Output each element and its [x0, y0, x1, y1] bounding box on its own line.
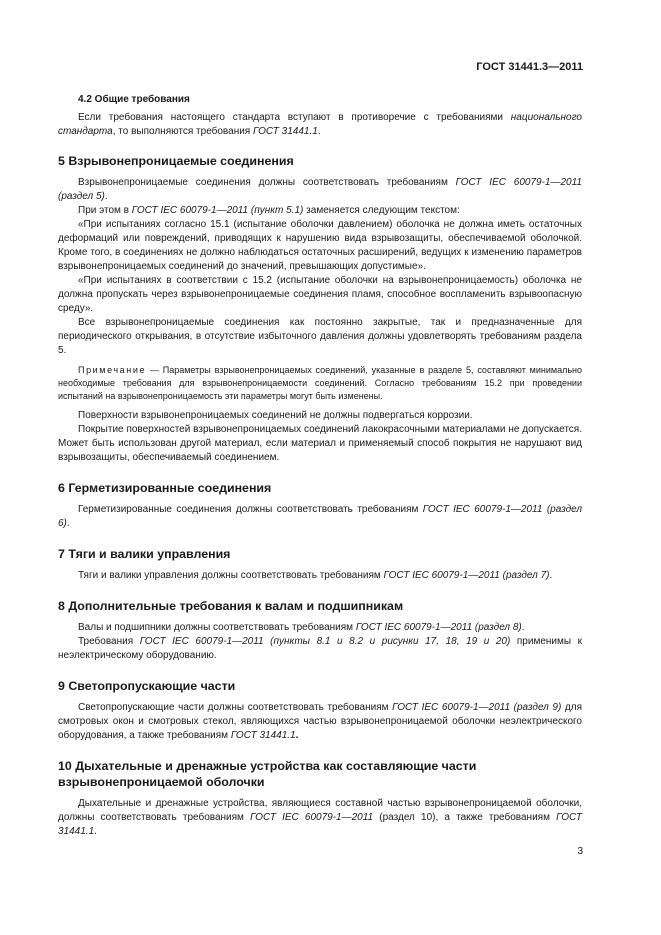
paragraph: Тяги и валики управления должны соответствовать требованиям ГОСТ IEC 60079-1—2011 (раздел 7).	[78, 570, 553, 581]
subsection-title-4-2: 4.2 Общие требования	[78, 94, 190, 105]
paragraph: Требования ГОСТ IEC 60079-1—2011 (пункты 8.1 и 8.2 и рисунки 17, 18, 19 и 20) применимы к неэлектрическому оборудованию.	[58, 636, 582, 661]
paragraph: Поверхности взрывонепроницаемых соединений не должны подвергаться коррозии.	[78, 410, 473, 421]
page-number: 3	[577, 846, 583, 857]
section-title-6: 6 Герметизированные соединения	[58, 481, 272, 495]
paragraph: «При испытаниях в соответствии с 15.2 (испытание оболочки на взрывонепроницаемость) оболочка не должна пропускать через взрывонепроницаемые соединения пламя, способное воспламенить взрывоопасную среду».	[58, 275, 582, 314]
paragraph: «При испытаниях согласно 15.1 (испытание оболочки давлением) оболочка не должна иметь остаточных деформаций или повреждений, приводящих к нарушению вида взрывозащиты, обеспечиваемой оболочкой. Кроме того, в соединениях не должно наблюдаться остаточных расширений, ведущих к изменению параметров взрывонепроницаемых соединений до значений, превышающих допустимые».	[58, 219, 582, 272]
section-title-7: 7 Тяги и валики управления	[58, 547, 231, 561]
paragraph: Светопропускающие части должны соответствовать требованиям ГОСТ IEC 60079-1—2011 (раздел 9) для смотровых окон и смотровых стекол, являющихся частью взрывонепроницаемой оболочки неэлектрического оборудования, а также требованиям ГОСТ 31441.1.	[58, 702, 582, 741]
paragraph: Взрывонепроницаемые соединения должны соответствовать требованиям ГОСТ IEC 60079-1—2011 (раздел 5).	[58, 177, 582, 202]
note: Примечание — Параметры взрывонепроницаемых соединений, указанные в разделе 5, составляют минимально необходимые требования для взрывонепроницаемости соединений. Согласно требованиям 15.2 при проведении испытаний на взрывонепроницаемость эти параметры могут быть изменены.	[58, 365, 582, 401]
paragraph: Герметизированные соединения должны соответствовать требованиям ГОСТ IEC 60079-1—2011 (раздел 6).	[58, 504, 582, 529]
note-label: Примечание	[78, 365, 147, 375]
section-title-5: 5 Взрывонепроницаемые соединения	[58, 154, 294, 168]
section-title-9: 9 Светопропускающие части	[58, 679, 236, 693]
section-title-10: 10 Дыхательные и дренажные устройства как составляющие части взрывонепроницаемой оболочки	[58, 759, 477, 789]
paragraph: Все взрывонепроницаемые соединения как постоянно закрытые, так и предназначенные для периодического открывания, в отсутствие избыточного давления должны удовлетворять требованиям раздела 5.	[58, 317, 582, 356]
paragraph: Покрытие поверхностей взрывонепроницаемых соединений лакокрасочными материалами не допускается. Может быть использован другой материал, если материал и применяемый способ покрытия не нарушают вид взрывозащиты, обеспечиваемый соединением.	[58, 424, 582, 463]
paragraph: Валы и подшипники должны соответствовать требованиям ГОСТ IEC 60079-1—2011 (раздел 8).	[78, 622, 525, 633]
document-code: ГОСТ 31441.3—2011	[476, 61, 583, 73]
page-content	[58, 94, 582, 839]
section-title-8: 8 Дополнительные требования к валам и подшипникам	[58, 599, 404, 613]
paragraph: При этом в ГОСТ IEC 60079-1—2011 (пункт 5.1) заменяется следующим текстом:	[78, 205, 460, 216]
paragraph: Дыхательные и дренажные устройства, являющиеся составной частью взрывонепроницаемой оболочки, должны соответствовать требованиям ГОСТ IEC 60079-1—2011 (раздел 10), а также требованиям ГОСТ 31441.1.	[58, 798, 582, 837]
paragraph: Если требования настоящего стандарта вступают в противоречие с требованиями национального стандарта, то выполняются требования ГОСТ 31441.1.	[58, 112, 582, 137]
